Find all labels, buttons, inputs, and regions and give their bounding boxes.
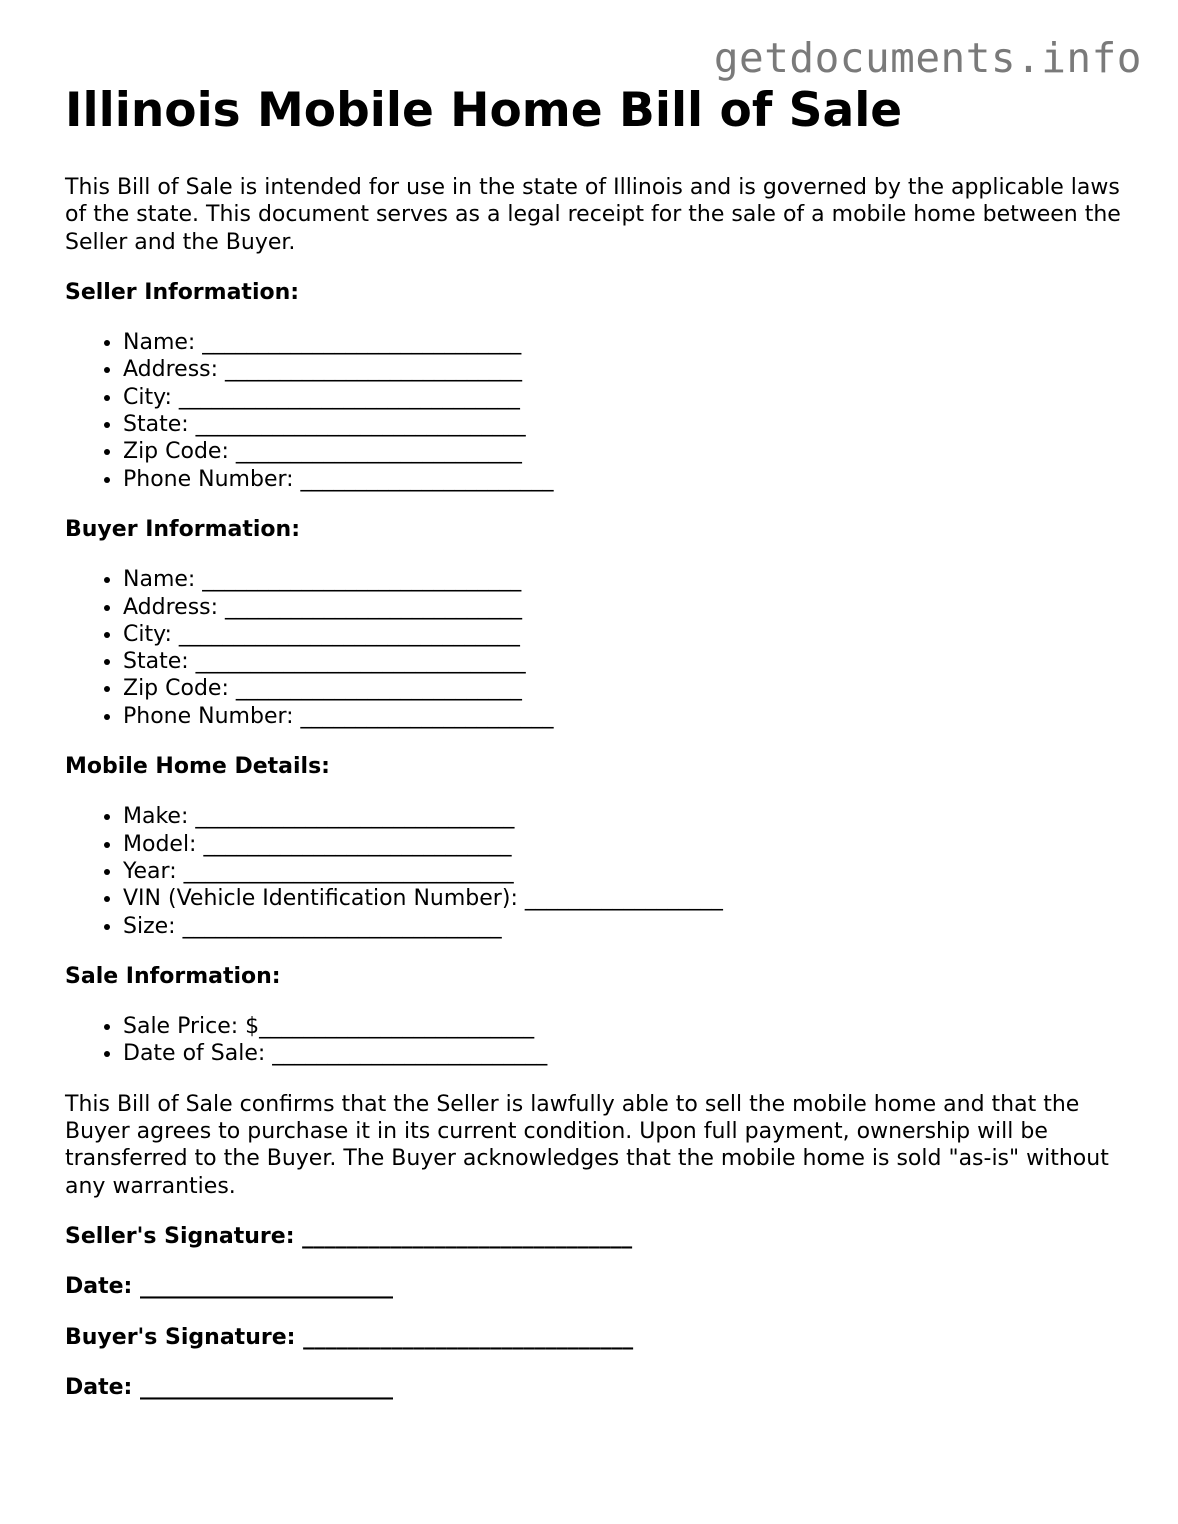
sale-field-list: [65, 1013, 1125, 1068]
sale-date-field: • Date of Sale: _________________________: [123, 1040, 1125, 1067]
buyer-field-list: [65, 566, 1125, 730]
home-section-heading: Mobile Home Details:: [65, 754, 330, 780]
home-year-field: • Year: ______________________________: [123, 858, 1125, 885]
closing-paragraph: This Bill of Sale confirms that the Seller is lawfully able to sell the mobile home and that the Buyer agrees to purchase it in its current condition. Upon full payment, ownership will be transferred to the Buyer. The Buyer acknowledges that the mobile home is sold "as-is" without any warranties.: [65, 1091, 1109, 1199]
seller-phone-field: • Phone Number: _______________________: [123, 466, 1125, 493]
buyer-name-field: • Name: _____________________________: [123, 566, 1125, 593]
seller-state-field: • State: ______________________________: [123, 411, 1125, 438]
seller-name-field: • Name: _____________________________: [123, 329, 1125, 356]
page-title: Illinois Mobile Home Bill of Sale: [65, 83, 903, 138]
watermark: getdocuments.info: [713, 34, 1142, 82]
buyer-address-field: • Address: ___________________________: [123, 594, 1125, 621]
buyer-city-field: • City: _______________________________: [123, 621, 1125, 648]
seller-city-field: • City: _______________________________: [123, 384, 1125, 411]
home-size-field: • Size: _____________________________: [123, 913, 1125, 940]
buyer-zip-field: • Zip Code: __________________________: [123, 675, 1125, 702]
buyer-signature-line: Buyer's Signature: ______________________________: [65, 1324, 634, 1350]
buyer-phone-field: • Phone Number: _______________________: [123, 703, 1125, 730]
sale-price-field: • Sale Price: $_________________________: [123, 1013, 1125, 1040]
home-make-field: • Make: _____________________________: [123, 803, 1125, 830]
seller-date-line: Date: _______________________: [65, 1274, 394, 1300]
home-model-field: • Model: ____________________________: [123, 831, 1125, 858]
buyer-state-field: • State: ______________________________: [123, 648, 1125, 675]
sale-section-heading: Sale Information:: [65, 963, 281, 989]
intro-paragraph: This Bill of Sale is intended for use in the state of Illinois and is governed by the applicable laws of the state. This document serves as a legal receipt for the sale of a mobile home between the Seller and the Buyer.: [65, 175, 1121, 255]
seller-section-heading: Seller Information:: [65, 279, 300, 305]
buyer-section-heading: Buyer Information:: [65, 516, 300, 542]
seller-signature-line: Seller's Signature: ______________________________: [65, 1223, 633, 1249]
seller-field-list: [65, 329, 1125, 493]
document-body: [65, 82, 1125, 1401]
seller-address-field: • Address: ___________________________: [123, 356, 1125, 383]
home-field-list: [65, 803, 1125, 939]
home-vin-field: • VIN (Vehicle Identification Number): __________________: [123, 885, 1125, 912]
seller-zip-field: • Zip Code: __________________________: [123, 438, 1125, 465]
buyer-date-line: Date: _______________________: [65, 1374, 394, 1400]
